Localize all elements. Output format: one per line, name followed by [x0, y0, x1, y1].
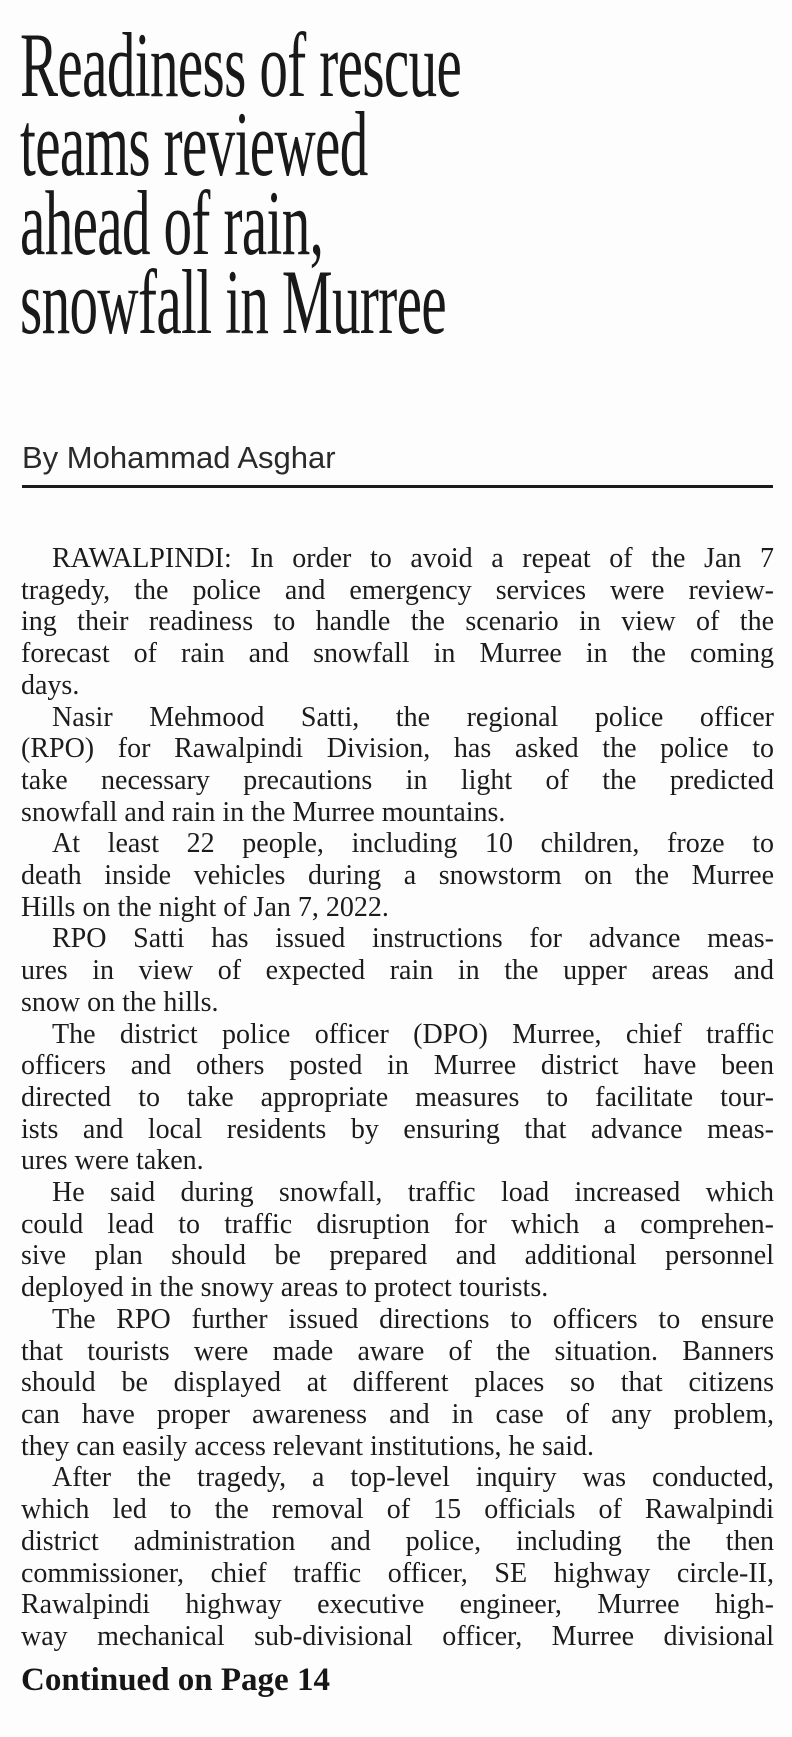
body-line: can have proper awareness and in case of any problem,: [21, 1398, 774, 1430]
body-line: snow on the hills.: [21, 986, 219, 1018]
body-line: ures in view of expected rain in the upper areas and: [21, 955, 774, 987]
body-line: commissioner, chief traffic officer, SE highway circle-II,: [21, 1557, 774, 1589]
headline-line: teams reviewed: [20, 93, 368, 195]
headline-line: Readiness of rescue: [20, 14, 462, 116]
body-line: forecast of rain and snowfall in Murree in the coming: [21, 638, 774, 670]
body-line: Hills on the night of Jan 7, 2022.: [21, 891, 389, 923]
paragraph: [21, 1019, 774, 1178]
headline-line: ahead of rain,: [20, 172, 324, 274]
body-line: days.: [21, 669, 80, 701]
body-line: The district police officer (DPO) Murree, chief traffic: [52, 1018, 774, 1050]
body-line: After the tragedy, a top-level inquiry was conducted,: [52, 1462, 774, 1494]
headline-line: snowfall in Murree: [20, 251, 447, 353]
body-line: take necessary precautions in light of the predicted: [21, 764, 774, 796]
body-line: RAWALPINDI: In order to avoid a repeat of the Jan 7: [52, 543, 774, 574]
body-line: deployed in the snowy areas to protect tourists.: [21, 1272, 549, 1304]
paragraph: [21, 1462, 774, 1652]
article-byline: By Mohammad Asghar: [22, 440, 336, 475]
body-line: ures were taken.: [21, 1145, 204, 1177]
body-line: death inside vehicles during a snowstorm on the Murree: [21, 860, 774, 892]
body-line: At least 22 people, including 10 children, froze to: [52, 828, 774, 860]
paragraph: [21, 828, 774, 923]
continuation-notice: Continued on Page 14: [21, 1661, 330, 1698]
body-line: which led to the removal of 15 officials of Rawalpindi: [21, 1494, 774, 1526]
body-line: ing their readiness to handle the scenario in view of the: [21, 606, 774, 638]
body-line: district administration and police, including the then: [21, 1525, 774, 1557]
paragraph: [21, 1177, 774, 1304]
byline-divider: [22, 485, 773, 488]
body-line: sive plan should be prepared and additional personnel: [21, 1240, 774, 1272]
body-line: officers and others posted in Murree district have been: [21, 1050, 774, 1082]
body-line: Nasir Mehmood Satti, the regional police officer: [52, 701, 774, 733]
article-headline: [20, 14, 792, 353]
body-line: way mechanical sub-divisional officer, Murree divisional: [21, 1620, 774, 1652]
body-line: The RPO further issued directions to officers to ensure: [52, 1303, 774, 1335]
body-line: should be displayed at different places so that citizens: [21, 1367, 774, 1399]
newspaper-clipping: [0, 14, 792, 1737]
body-line: ists and local residents by ensuring that advance meas-: [21, 1113, 774, 1145]
paragraph: [21, 923, 774, 1018]
body-line: they can easily access relevant institutions, he said.: [21, 1430, 595, 1462]
paragraph: [21, 543, 774, 702]
body-line: Rawalpindi highway executive engineer, Murree high-: [21, 1589, 774, 1621]
body-line: RPO Satti has issued instructions for advance meas-: [52, 923, 774, 955]
body-line: directed to take appropriate measures to facilitate tour-: [21, 1081, 774, 1113]
article-body: [21, 543, 774, 1653]
body-line: that tourists were made aware of the situation. Banners: [21, 1335, 774, 1367]
body-line: He said during snowfall, traffic load increased which: [52, 1177, 774, 1209]
body-line: (RPO) for Rawalpindi Division, has asked the police to: [21, 733, 774, 765]
paragraph: [21, 702, 774, 829]
paragraph: [21, 1304, 774, 1463]
body-line: tragedy, the police and emergency services were review-: [21, 574, 774, 606]
body-line: snowfall and rain in the Murree mountains.: [21, 796, 506, 828]
body-line: could lead to traffic disruption for which a comprehen-: [21, 1208, 774, 1240]
